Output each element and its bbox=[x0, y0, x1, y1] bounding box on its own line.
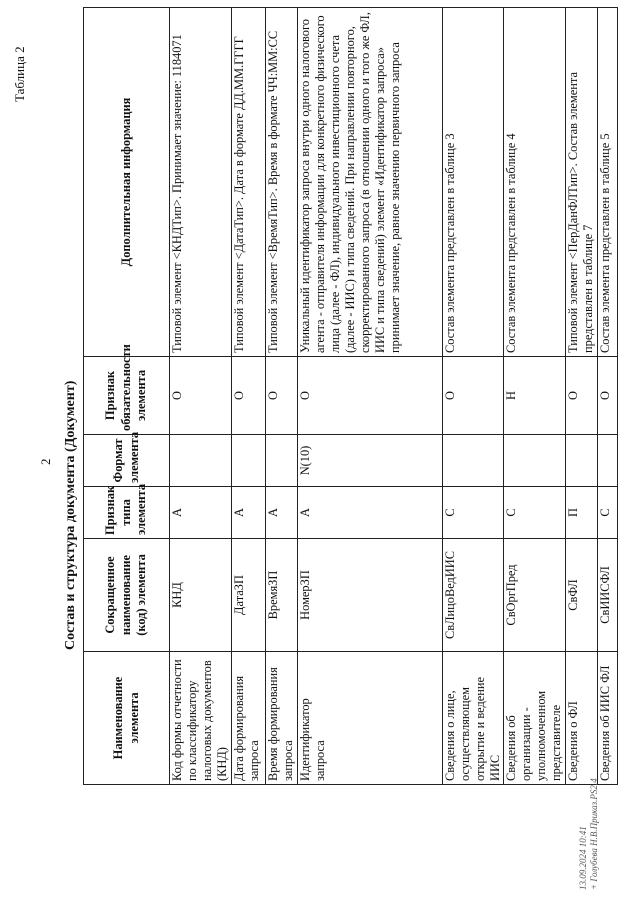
cell-required: О bbox=[170, 357, 232, 435]
cell-format bbox=[597, 435, 617, 487]
cell-format: N(10) bbox=[297, 435, 442, 487]
cell-required: О bbox=[597, 357, 617, 435]
header-info: Дополнительная информация bbox=[84, 8, 170, 357]
cell-name: Сведения об ИИС ФЛ bbox=[597, 652, 617, 785]
cell-required: О bbox=[565, 357, 597, 435]
cell-short-name: ВремяЗП bbox=[265, 539, 297, 652]
cell-name: Сведения о лице, осуществляющем открытие и ведение ИИС bbox=[442, 652, 504, 785]
cell-info: Состав элемента представлен в таблице 5 bbox=[597, 8, 617, 357]
header-format: Формат элемента bbox=[84, 435, 170, 487]
cell-name: Код формы отчетности по классификатору налоговых документов (КНД) bbox=[170, 652, 232, 785]
cell-required: О bbox=[231, 357, 265, 435]
cell-short-name: КНД bbox=[170, 539, 232, 652]
cell-name: Дата формирования запроса bbox=[231, 652, 265, 785]
table-row bbox=[231, 8, 265, 785]
cell-short-name: ДатаЗП bbox=[231, 539, 265, 652]
cell-format bbox=[442, 435, 504, 487]
header-required: Признак обязательности элемента bbox=[84, 357, 170, 435]
cell-type: С bbox=[504, 487, 566, 539]
footer-stamp-signer: + Голубева Н.В.Приказ.PS2.4 bbox=[589, 778, 600, 890]
cell-type: А bbox=[297, 487, 442, 539]
cell-name: Сведения о ФЛ bbox=[565, 652, 597, 785]
table-row bbox=[597, 8, 617, 785]
document-structure-table bbox=[83, 7, 618, 785]
header-type: Признак типа элемента bbox=[84, 487, 170, 539]
page-number: 2 bbox=[38, 458, 53, 465]
cell-format bbox=[565, 435, 597, 487]
cell-info: Типовой элемент <ВремяТип>. Время в формате ЧЧ:ММ:СС bbox=[265, 8, 297, 357]
table-row bbox=[504, 8, 566, 785]
cell-short-name: СвЛицоВедИИС bbox=[442, 539, 504, 652]
cell-short-name: НомерЗП bbox=[297, 539, 442, 652]
table-row bbox=[265, 8, 297, 785]
cell-required: О bbox=[442, 357, 504, 435]
table-row bbox=[442, 8, 504, 785]
footer-stamp bbox=[578, 778, 601, 890]
cell-info: Уникальный идентификатор запроса внутри одного налогового агента - отправителя информации для конкретного физического лица (далее - ФЛ), индивидуального инвестиционного счета (далее - ИИС) и типа сведений. При направлении повторного, скорректированного запроса (в отношении одного и того же ФЛ, ИИС и типа сведений) элемент «Идентификатор запроса» принимает значение, равное значению первичного запроса bbox=[297, 8, 442, 357]
cell-type: А bbox=[265, 487, 297, 539]
cell-type: А bbox=[231, 487, 265, 539]
cell-info: Типовой элемент <КНДТип>. Принимает значение: 1184071 bbox=[170, 8, 232, 357]
table-label: Таблица 2 bbox=[12, 46, 27, 102]
cell-info: Типовой элемент <ПерДанФЛТип>. Состав элемента представлен в таблице 7 bbox=[565, 8, 597, 357]
cell-type: С bbox=[442, 487, 504, 539]
header-name: Наименование элемента bbox=[84, 652, 170, 785]
table-row bbox=[565, 8, 597, 785]
cell-type: П bbox=[565, 487, 597, 539]
cell-format bbox=[265, 435, 297, 487]
table-row bbox=[170, 8, 232, 785]
cell-format bbox=[231, 435, 265, 487]
cell-short-name: СвОргПред bbox=[504, 539, 566, 652]
cell-required: Н bbox=[504, 357, 566, 435]
cell-name: Время формирования запроса bbox=[265, 652, 297, 785]
cell-name: Сведения об организации - уполномоченном представителе bbox=[504, 652, 566, 785]
table-header-row bbox=[84, 8, 170, 785]
table-title: Состав и структура документа (Документ) bbox=[63, 380, 78, 650]
cell-required: О bbox=[297, 357, 442, 435]
cell-required: О bbox=[265, 357, 297, 435]
cell-name: Идентификатор запроса bbox=[297, 652, 442, 785]
cell-format bbox=[504, 435, 566, 487]
header-short-name: Сокращенное наименование (код) элемента bbox=[84, 539, 170, 652]
cell-format bbox=[170, 435, 232, 487]
cell-info: Состав элемента представлен в таблице 4 bbox=[504, 8, 566, 357]
cell-type: А bbox=[170, 487, 232, 539]
cell-short-name: СвФЛ bbox=[565, 539, 597, 652]
footer-stamp-date: 13.09.2024 10:41 bbox=[578, 826, 588, 890]
table-row bbox=[297, 8, 442, 785]
cell-info: Состав элемента представлен в таблице 3 bbox=[442, 8, 504, 357]
cell-short-name: СвИИСФЛ bbox=[597, 539, 617, 652]
cell-type: С bbox=[597, 487, 617, 539]
cell-info: Типовой элемент <ДатаТип>. Дата в формате ДД.ММ.ГГГГ bbox=[231, 8, 265, 357]
